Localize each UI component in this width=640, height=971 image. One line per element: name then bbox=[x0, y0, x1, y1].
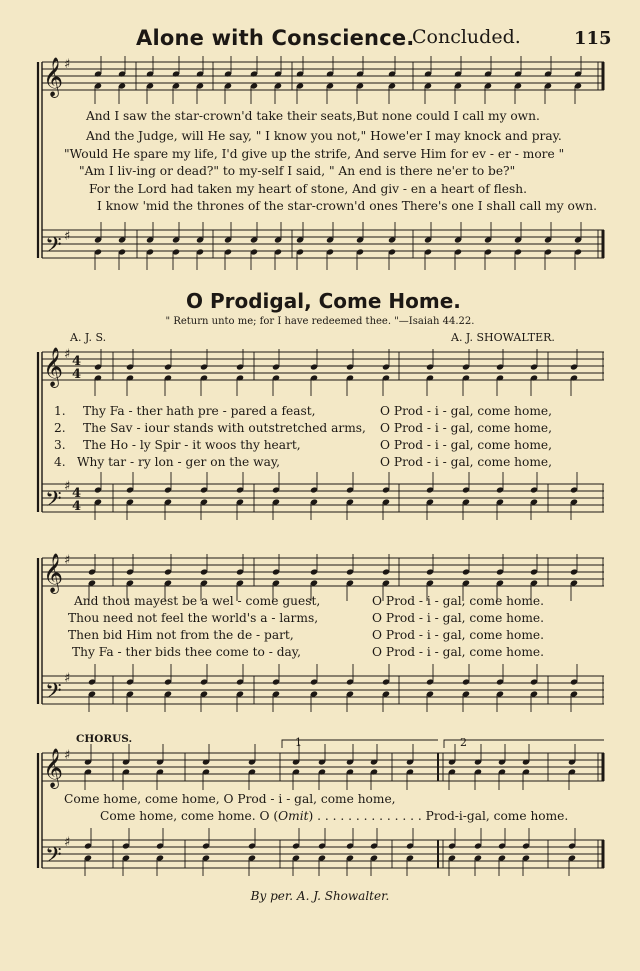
svg-text:𝄢: 𝄢 bbox=[45, 233, 62, 263]
svg-text:♯: ♯ bbox=[64, 347, 71, 362]
svg-text:𝄢: 𝄢 bbox=[45, 487, 62, 517]
verse2-line-4a: Thy Fa - ther bids thee come to - day, bbox=[72, 645, 301, 659]
page-number: 115 bbox=[574, 28, 612, 49]
first-ending-number: 1 bbox=[295, 736, 302, 749]
verse2-line-2a: Thou need not feel the world's a - larms, bbox=[68, 611, 319, 625]
verse1-line-3a: The Ho - ly Spir - it woos thy heart, bbox=[83, 438, 301, 452]
svg-text:𝄞: 𝄞 bbox=[43, 553, 64, 593]
verse1-line-2a: The Sav - iour stands with outstretched arms, bbox=[83, 421, 366, 435]
music-by: A. J. SHOWALTER. bbox=[451, 331, 555, 344]
svg-text:4: 4 bbox=[72, 486, 82, 501]
verse2-line-4b: O Prod - i - gal, come home. bbox=[372, 645, 545, 659]
svg-text:𝄢: 𝄢 bbox=[45, 679, 62, 709]
verse2-line-3b: O Prod - i - gal, come home. bbox=[372, 628, 545, 642]
chorus-label: CHORUS. bbox=[76, 733, 133, 745]
svg-text:𝄞: 𝄞 bbox=[43, 57, 64, 97]
svg-text:♯: ♯ bbox=[64, 671, 71, 686]
verse2-line-3a: Then bid Him not from the de - part, bbox=[68, 628, 294, 642]
svg-text:𝄞: 𝄞 bbox=[43, 347, 64, 387]
verse1-line-4b: O Prod - i - gal, come home, bbox=[380, 455, 553, 469]
svg-text:♯: ♯ bbox=[64, 748, 71, 763]
svg-text:4: 4 bbox=[72, 354, 82, 369]
second-ending-number: 2 bbox=[460, 736, 467, 749]
verse2-line-1a: And thou mayest be a wel - come guest, bbox=[74, 594, 321, 608]
hymn1-lyric-line-2: And the Judge, will He say, " I know you not," Howe'er I may knock and pray. bbox=[86, 129, 562, 143]
words-by: A. J. S. bbox=[70, 331, 107, 344]
verse1-line-1a: Thy Fa - ther hath pre - pared a feast, bbox=[83, 404, 316, 418]
svg-text:4: 4 bbox=[72, 367, 82, 382]
hymn1-lyric-line-4: "Am I liv-ing or dead?" to my-self I said, " An end is there ne'er to be?" bbox=[79, 164, 516, 178]
hymn-title-o-prodigal: O Prodigal, Come Home. bbox=[186, 289, 461, 313]
chorus-line-2 bbox=[100, 809, 568, 823]
verse-number: 2. bbox=[54, 421, 66, 435]
verse2-line-2b: O Prod - i - gal, come home. bbox=[372, 611, 545, 625]
verse1-line-1b: O Prod - i - gal, come home, bbox=[380, 404, 553, 418]
hymn1-lyric-line-1: And I saw the star-crown'd take their seats,But none could I call my own. bbox=[86, 109, 540, 123]
svg-text:♯: ♯ bbox=[64, 553, 71, 568]
hymn1-lyric-line-6: I know 'mid the thrones of the star-crown'd ones There's one I shall call my own. bbox=[97, 199, 598, 213]
concluded-label: Concluded. bbox=[412, 26, 521, 48]
verse-number: 3. bbox=[54, 438, 66, 452]
svg-text:♯: ♯ bbox=[64, 229, 71, 244]
chorus-line-2-end: ) . . . . . . . . . . . . . . Prod-i-gal, come home. bbox=[308, 809, 569, 823]
chorus-line-1: Come home, come home, O Prod - i - gal, come home, bbox=[64, 792, 396, 806]
svg-text:𝄞: 𝄞 bbox=[43, 748, 64, 788]
svg-text:𝄢: 𝄢 bbox=[45, 843, 62, 873]
staff-3-treble bbox=[42, 558, 604, 586]
verse-number: 1. bbox=[54, 404, 66, 418]
omit-label: Omit bbox=[278, 809, 309, 823]
verse1-line-3b: O Prod - i - gal, come home, bbox=[380, 438, 553, 452]
staff-2-treble bbox=[42, 352, 604, 380]
svg-text:♯: ♯ bbox=[64, 479, 71, 494]
staff-4-treble bbox=[42, 753, 604, 781]
hymn1-lyric-line-3: "Would He spare my life, I'd give up the strife, And serve Him for ev - er - more " bbox=[64, 147, 565, 161]
staff-2-bass bbox=[42, 484, 604, 512]
svg-text:♯: ♯ bbox=[64, 835, 71, 850]
staff-3-bass bbox=[42, 676, 604, 704]
verse2-line-1b: O Prod - i - gal, come home. bbox=[372, 594, 545, 608]
hymn-title-alone-with-conscience: Alone with Conscience. bbox=[136, 26, 415, 50]
verse-number: 4. bbox=[54, 455, 66, 469]
verse1-line-2b: O Prod - i - gal, come home, bbox=[380, 421, 553, 435]
permission-credit: By per. A. J. Showalter. bbox=[250, 889, 390, 903]
svg-text:♯: ♯ bbox=[64, 57, 71, 72]
verse1-line-4a: Why tar - ry lon - ger on the way, bbox=[77, 455, 280, 469]
chorus-line-2-start: Come home, come home. O ( bbox=[100, 809, 279, 823]
scripture-reference: " Return unto me; for I have redeemed thee. "—Isaiah 44.22. bbox=[165, 316, 475, 327]
hymn1-lyric-line-5: For the Lord had taken my heart of stone, And giv - en a heart of flesh. bbox=[89, 182, 527, 196]
svg-text:4: 4 bbox=[72, 499, 82, 514]
